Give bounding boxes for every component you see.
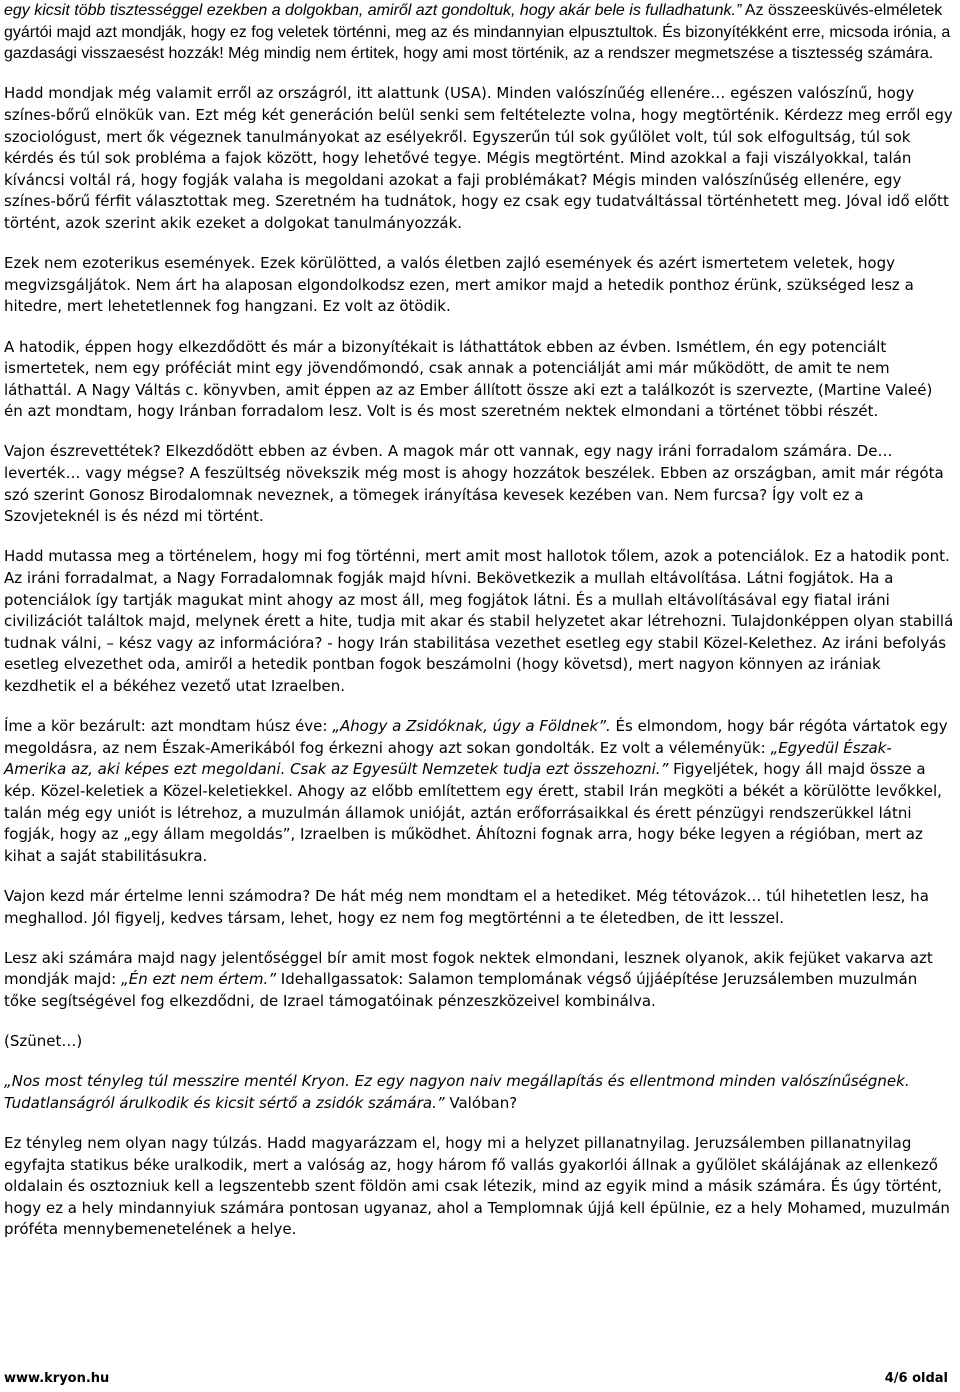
paragraph-gap [4, 867, 954, 886]
italic-quote: „Nos most tényleg túl messzire mentél Kryon. Ez egy nagyon naiv megállapítás és ellentmond minden valószínűségnek. Tudatlanságról árulkodik és kicsit sértő a zsidók számára.” [4, 1072, 910, 1112]
paragraph-gap [4, 929, 954, 948]
paragraph-gap [4, 423, 954, 442]
intro-text-cont: Még mindig nem értitek, hogy ami most történik, az a rendszer megmetszése a tisztesség számára. [223, 45, 934, 63]
intro-text: Az összeesküvés-elméletek gyártói majd azt mondják, hogy ez fog veletek történni, meg az és mindannyian elpusztultok. És bizonyítékként erre, micsoda irónia, a gazdasági visszaesést hozzák! [4, 2, 951, 63]
paragraph-text: Ezek nem ezoterikus események. Ezek körülötted, a valós életben zajló események és azért ismertetem veletek, hogy megvizsgáljátok. Nem árt ha alaposan elgondolkodsz ezen, mert amikor majd a hetedik ponthoz érünk, szükséged lesz a hitedre, mert lehetetlennek fog hangzani. Ez volt az ötödik. [4, 254, 914, 316]
footer-site: www.kryon.hu [4, 1371, 110, 1386]
intro-paragraph [4, 0, 954, 65]
paragraph-text: Hadd mondjak még valamit erről az országról, itt alattunk (USA). Minden valószínűég ellenére… egészen valószínű, hogy színes-bőrű elnökük van. Ezt még két generáción belül senki sem feltételezte volna, hogy megtörténik. Kérdezz meg erről egy szociológust, mert ők végeznek tanulmányokat az esélyekről. Egyszerűn túl sok gyűlölet volt, túl sok elfogultság, túl sok kérdés és túl sok probléma a fajok között, hogy lehetővé tegye. Mégis megtörtént. Mind azokkal a faji viszályokkal, talán kíváncsi voltál rá, hogy fogják valaha is megoldani azokat a faji problémákat? Mégis minden valószínűség ellenére, egy színes-bőrű férfit választottak meg. Szeretném ha tudnátok, hogy ez csak egy tudatváltással történhetett meg. Jóval idő előtt történt, azok szerint akik ezeket a dolgokat tanulmányozzák. [4, 84, 953, 232]
paragraph-text: Vajon kezd már értelme lenni számodra? De hát még nem mondtam el a hetediket. Még tétovázok… túl hihetetlen lesz, ha meghallod. Jól figyelj, kedves társam, lehet, hogy ez nem fog megtörténni a te életedben, de itt lesszel. [4, 886, 929, 927]
paragraph-p4 [4, 441, 954, 527]
paragraph-p9 [4, 1031, 954, 1053]
paragraph-text: Figyeljétek, hogy áll majd össze a kép. Közel-keletiek a Közel-keletiekkel. Ahogy az előbb említettem egy érett, stabil Irán megköti a békét a körülötte levőkkel, talán még egy uniót is létrehoz, a muzulmán államok unióját, aztán erőforrásaikkal és érett pénzügyi rendszerükkel látni fogják, hogy az „egy állam megoldás”, Izraelben is működhet. Áhítozni fognak arra, hogy béke legyen a régióban, mert az kihat a saját stabilitásukra. [4, 760, 942, 865]
italic-quote: „Egyedül Észak-Amerika az, aki képes ezt megoldani. Csak az Egyesült Nemzetek tudja ezt összehozni.” [4, 738, 892, 779]
paragraph-p10 [4, 1071, 954, 1114]
paragraph-text: Lesz aki számára majd nagy jelentőséggel bír amit most fogok nektek elmondani, lesznek olyanok, akik fejüket vakarva azt mondják majd: [4, 948, 933, 989]
italic-quote: „Én ezt nem értem.” [120, 970, 276, 989]
footer-page-number: 4/6 oldal [884, 1371, 948, 1386]
paragraph-p8 [4, 948, 954, 1013]
paragraph-text: Ez tényleg nem olyan nagy túlzás. Hadd magyarázzam el, hogy mi a helyzet pillanatnyilag. Jeruzsálemben pillanatnyilag egyfajta statikus béke uralkodik, mert a valóság az, hogy három fő vallás gyakorlói állnak a gyűlölet skálájának az ellenkező oldalain és osztozniuk kell a legszentebb szent földön ami csak létezik, mind az egyik mind a másik számára. És úgy történt, hogy ez a hely mindannyiuk számára pontosan ugyanaz, ahol a Templomnak újjá kell épülnie, ez a hely Mohamed, muzulmán próféta mennybemenetelének a helye. [4, 1134, 950, 1239]
paragraph-text: A hatodik, éppen hogy elkezdődött és már a bizonyítékait is láthattátok ebben az évben. Ismétlem, én egy potenciált ismertetek, nem egy próféciát mint egy jövendőmondó, csak annak a potenciálját ami már működött, de amit te nem láthattál. A Nagy Váltás c. könyvben, amit éppen az az Ember állított össze aki ezt a találkozót is szervezte, (Martine Valeé) én azt mondtam, hogy Iránban forradalom lesz. Volt is és most szeretném nektek elmondani a történet többi részét. [4, 337, 933, 421]
paragraph-p1 [4, 83, 954, 234]
paragraph-text: Íme a kör bezárult: azt mondtam húsz éve: [4, 717, 333, 736]
paragraph-text: Vajon észrevettétek? Elkezdődött ebben az évben. A magok már ott vannak, egy nagy iráni forradalom számára. De… leverték… vagy mégse? A feszültség növekszik még most is ahogy hozzátok beszélek. Ebben az országban, amit már régóta szó szerint Gonosz Birodalomnak neveznek, a tömegek irányítása kevesek kezében van. Nem furcsa? Így volt ez a Szovjeteknél is és nézd mi történt. [4, 442, 944, 526]
paragraph-text: (Szünet…) [4, 1032, 83, 1051]
paragraph-text: Valóban? [444, 1093, 518, 1112]
paragraph-p7 [4, 886, 954, 929]
paragraph-gap [4, 235, 954, 254]
paragraph-p11 [4, 1133, 954, 1241]
paragraph-p3 [4, 337, 954, 423]
paragraph-p5 [4, 546, 954, 697]
paragraph-gap [4, 1013, 954, 1032]
page-footer [4, 1371, 948, 1386]
paragraph-gap [4, 528, 954, 547]
paragraph-text: Idehallgassatok: Salamon templomának végső újjáépítése Jeruzsálemben muzulmán tőke segítségével fog elkezdődni, de Izrael támogatóinak pénzeszközeivel kombinálva. [4, 970, 918, 1010]
paragraph-text: És elmondom, hogy bár régóta vártatok egy megoldásra, az nem Észak-Amerikából fog érkezni ahogy azt sokan gondolták. Ez volt a véleményük: [4, 717, 948, 757]
paragraph-text: Hadd mutassa meg a történelem, hogy mi fog történni, mert amit most hallotok tőlem, azok a potenciálok. Ez a hatodik pont. Az iráni forradalmat, a Nagy Forradalomnak fogják majd hívni. Bekövetkezik a mullah eltávolítása. Látni fogjátok. Ha a potenciálok így tartják magukat mint ahogy az most áll, meg fogjátok látni. És a mullah eltávolításával egy fiatal iráni civilizációt találtok majd, melynek érett a hite, tudja mit akar és stabil helyzetet akar létrehozni. Tulajdonképpen olyan stabillá tudnak válni, – kész vagy az információra? - hogy Irán stabilitása vezethet esetleg egy stabil Közel-Kelethez. Az iráni befolyás esetleg elvezethet oda, amiről a hetedik pontban fogok beszámolni (hogy követsd), mert nagyon könnyen az irániak kezdhetik el a békéhez vezető utat Izraelben. [4, 547, 954, 695]
italic-quote: „Ahogy a Zsidóknak, úgy a Földnek”. [332, 717, 611, 736]
document-page [4, 0, 954, 1241]
paragraph-gap [4, 1053, 954, 1072]
document-body [4, 65, 954, 1241]
paragraph-p2 [4, 253, 954, 318]
paragraph-p6 [4, 716, 954, 867]
paragraph-gap [4, 65, 954, 84]
paragraph-gap [4, 318, 954, 337]
intro-italic-quote: egy kicsit több tisztességgel ezekben a dolgokban, amiről azt gondoltuk, hogy akár bele is fulladhatunk.” [4, 2, 742, 19]
paragraph-gap [4, 698, 954, 717]
paragraph-gap [4, 1114, 954, 1133]
